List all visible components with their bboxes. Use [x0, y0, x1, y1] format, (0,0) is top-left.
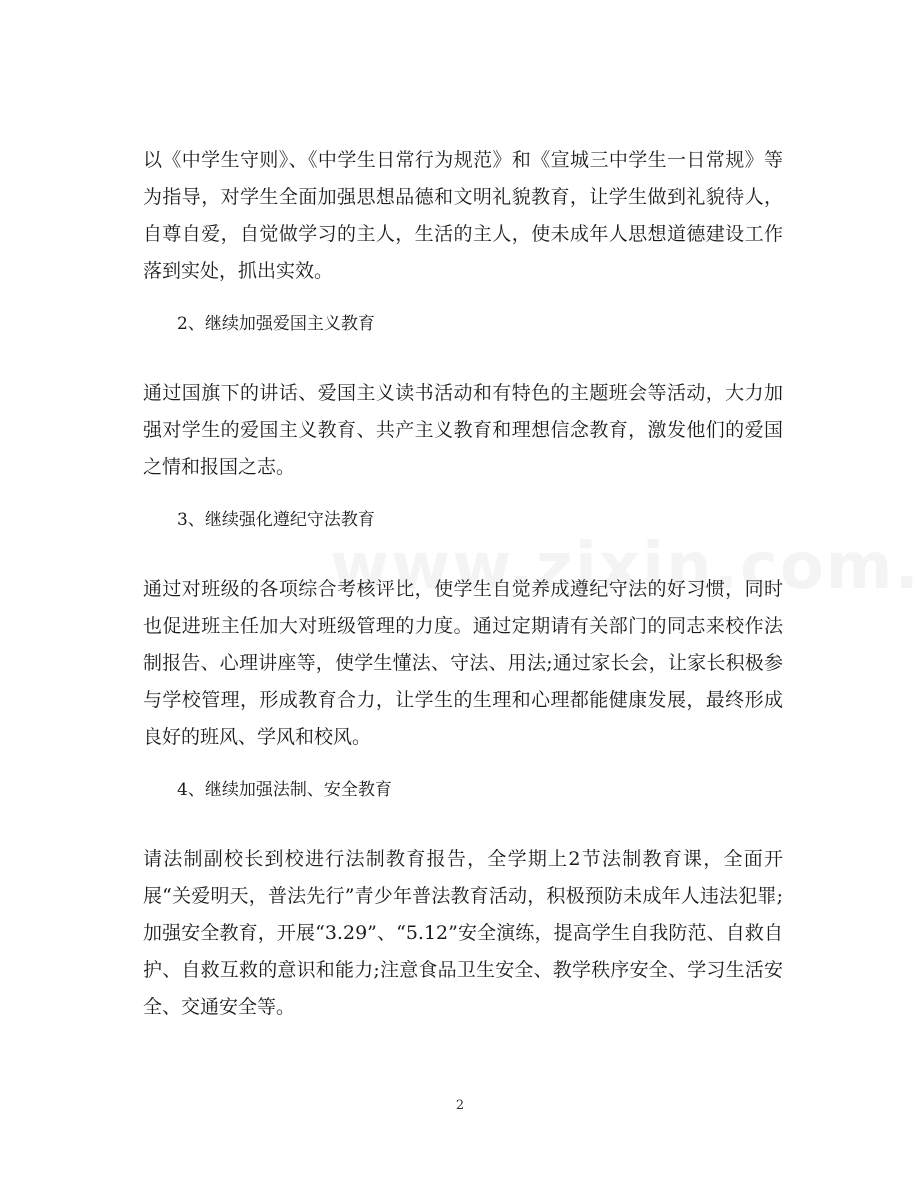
- body-paragraph-1: 以《中学生守则》、《中学生日常行为规范》和《宣城三中学生一日常规》等为指导，对学生全面加强思想品德和文明礼貌教育，让学生做到礼貌待人，自尊自爱，自觉做学习的主人，生活的主人，使未成年人思想道德建设工作落到实处，抓出实效。: [143, 149, 783, 282]
- body-paragraph-2: 通过国旗下的讲话、爱国主义读书活动和有特色的主题班会等活动，大力加强对学生的爱国主义教育、共产主义教育和理想信念教育，激发他们的爱国之情和报国之志。: [143, 382, 783, 478]
- body-paragraph-3: 通过对班级的各项综合考核评比，使学生自觉养成遵纪守法的好习惯，同时也促进班主任加大对班级管理的力度。通过定期请有关部门的同志来校作法制报告、心理讲座等，使学生懂法、守法、用法;通过家长会，让家长积极参与学校管理，形成教育合力，让学生的生理和心理都能健康发展，最终形成良好的班风、学风和校风。: [143, 578, 783, 748]
- section-heading-2: 2、继续加强爱国主义教育: [177, 314, 375, 334]
- document-body: [143, 142, 783, 1026]
- section-heading-4: 4、继续加强法制、安全教育: [177, 780, 392, 800]
- page-number: 2: [455, 1098, 465, 1113]
- section-heading-3: 3、继续强化遵纪守法教育: [177, 510, 375, 530]
- body-paragraph-4: 请法制副校长到校进行法制教育报告，全学期上2节法制教育课，全面开展“关爱明天，普法先行”青少年普法教育活动，积极预防未成年人违法犯罪;加强安全教育，开展“3.29”、“5.12”安全演练，提高学生自我防范、自救自护、自救互救的意识和能力;注意食品卫生安全、教学秩序安全、学习生活安全、交通安全等。: [143, 848, 783, 1018]
